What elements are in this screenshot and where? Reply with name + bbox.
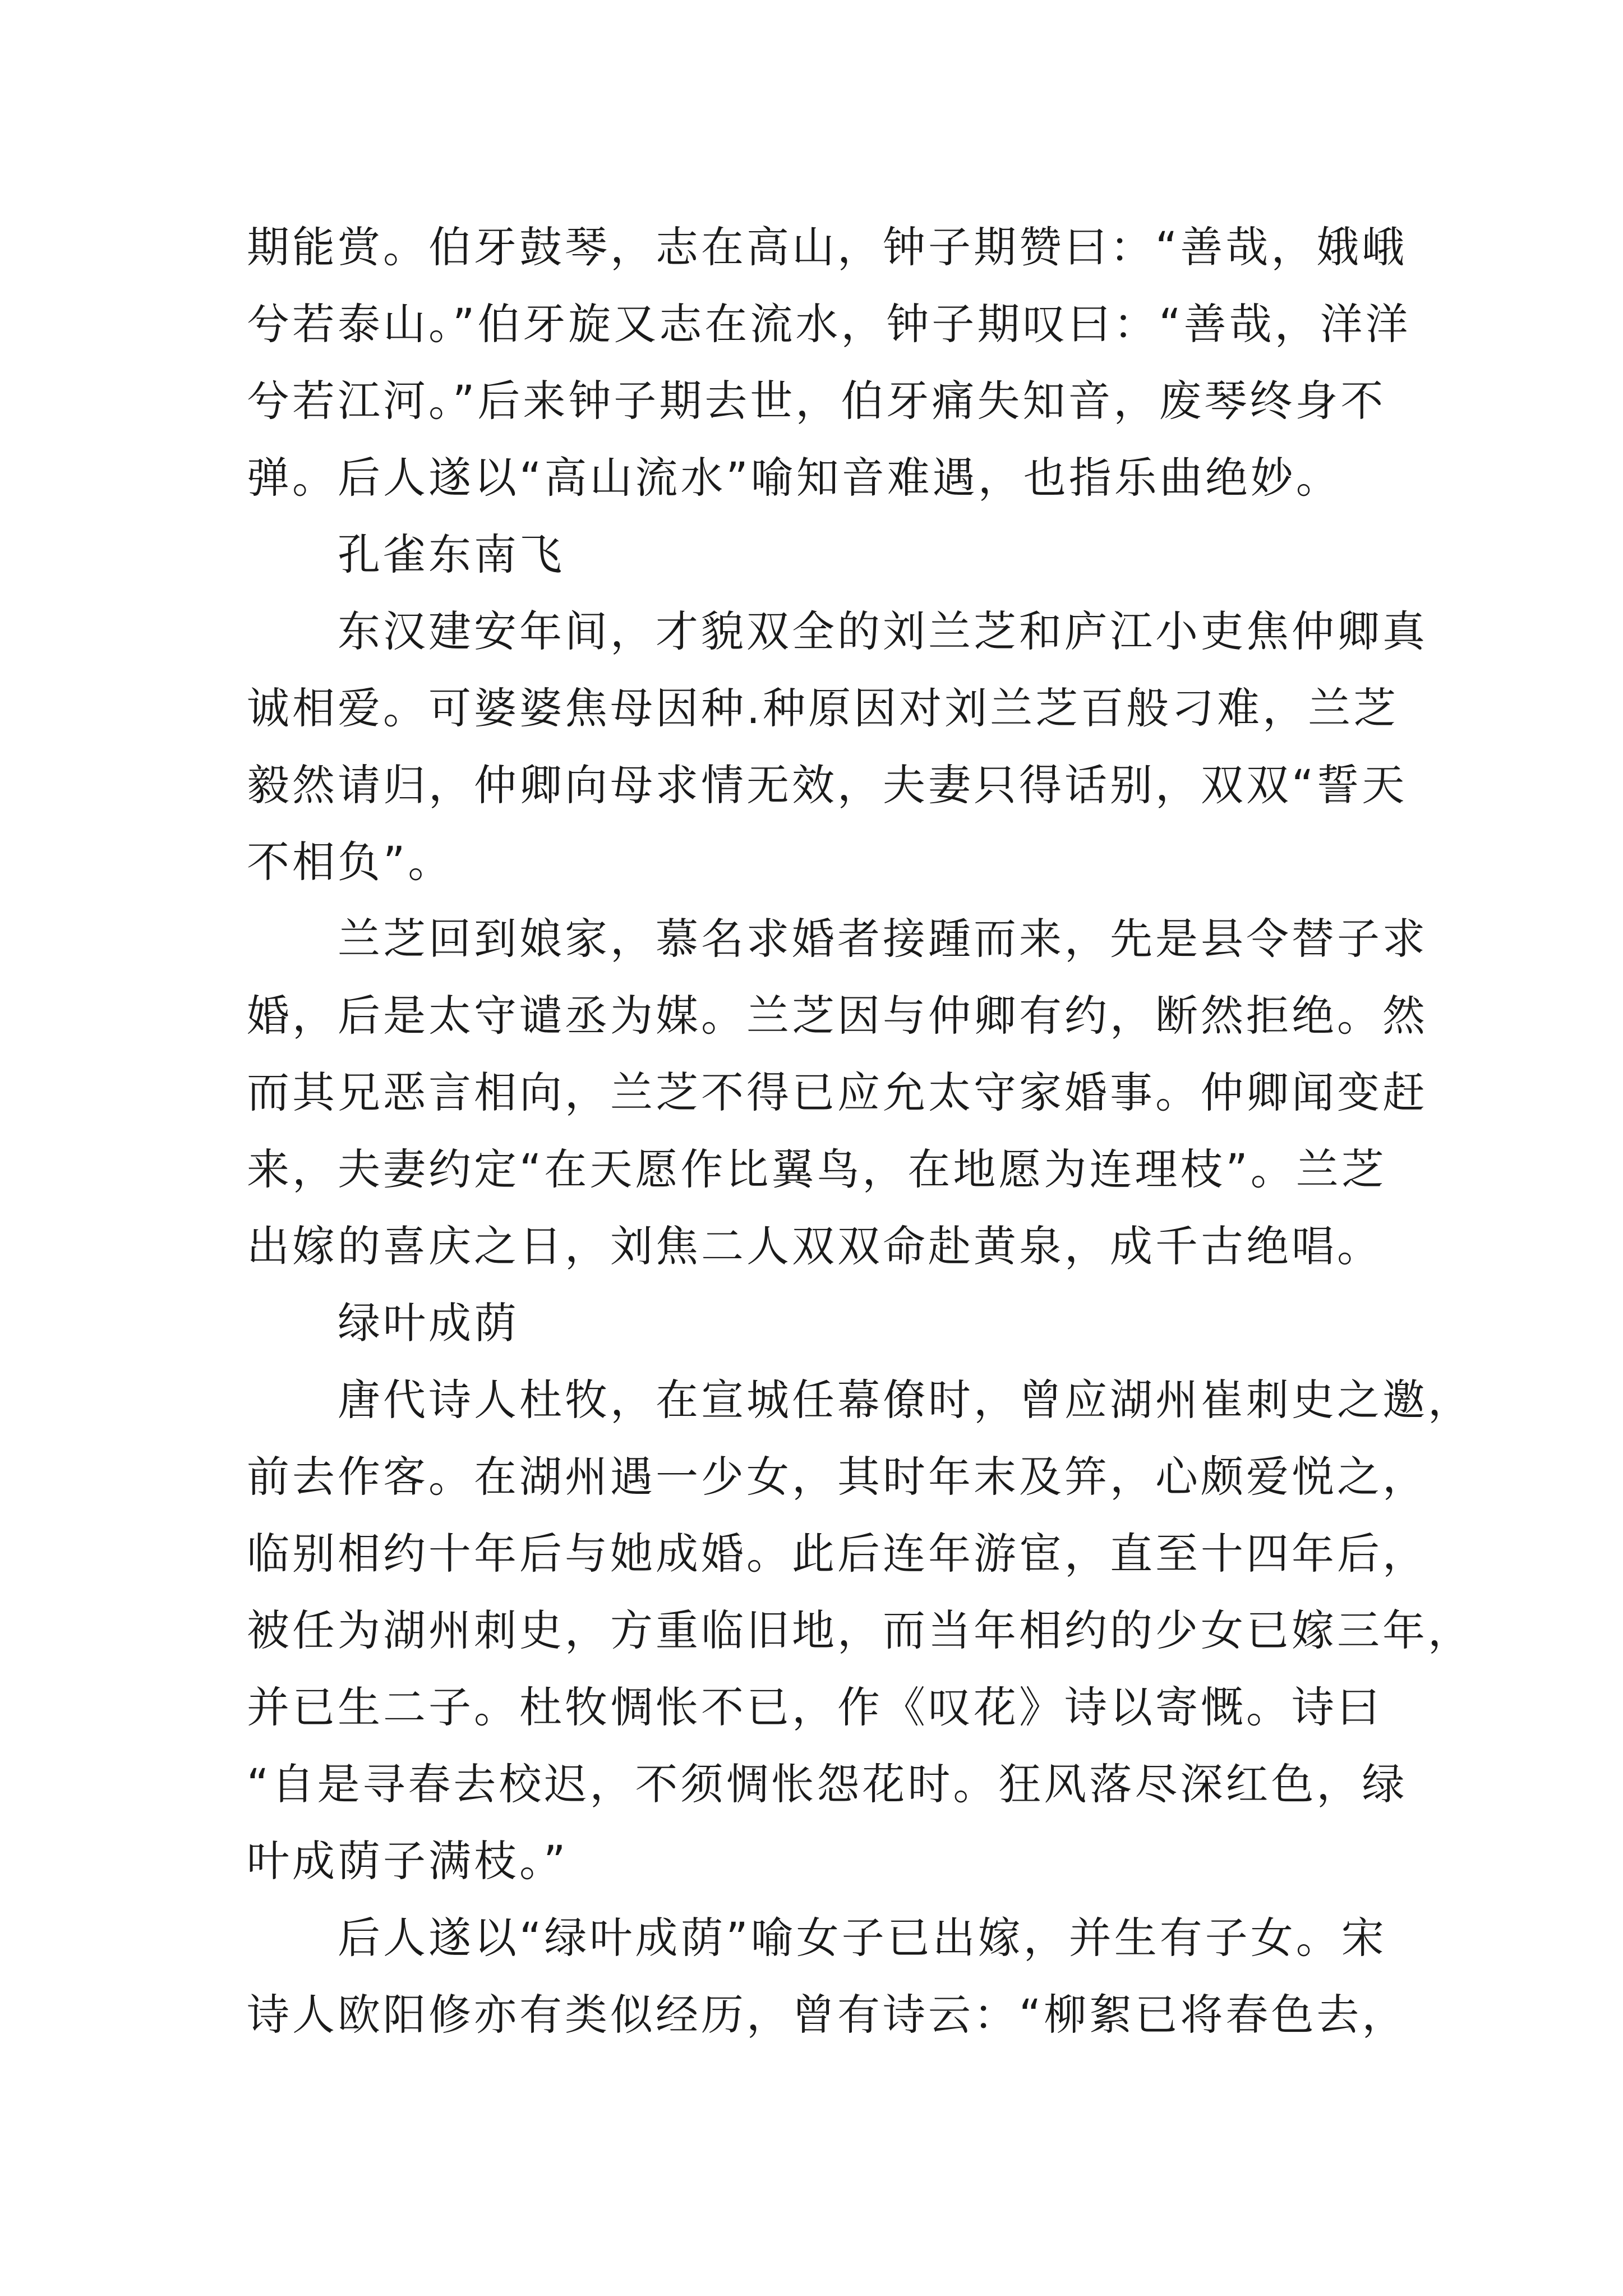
paragraph-gaoshan-liushui — [247, 209, 1411, 516]
text-line: 而其兄恶言相向，兰芝不得已应允太守家婚事。仲卿闻变赶 — [247, 1068, 1428, 1117]
text-line: 东汉建安年间，才貌双全的刘兰芝和庐江小吏焦仲卿真 — [338, 606, 1428, 656]
text-line: 婚，后是太守谴丞为媒。兰芝因与仲卿有约，断然拒绝。然 — [247, 991, 1428, 1041]
section-heading-kongque — [247, 516, 1402, 593]
paragraph-kongque-1 — [247, 593, 1428, 900]
text-line: 并已生二子。杜牧惆怅不已，作《叹花》诗以寄慨。诗曰 — [247, 1682, 1382, 1732]
text-line: “自是寻春去校迟，不须惆怅怨花时。狂风落尽深红色，绿 — [247, 1759, 1408, 1809]
text-line: 叶成荫子满枝。” — [247, 1836, 569, 1886]
text-line: 期能赏。伯牙鼓琴，志在高山，钟子期赞曰：“善哉，娥峨 — [247, 222, 1408, 272]
paragraph-lvye-2 — [247, 1899, 1408, 2053]
text-line: 兮若江河。”后来钟子期去世，伯牙痛失知音，废琴终身不 — [247, 376, 1386, 426]
text-line: 被任为湖州刺史，方重临旧地，而当年相约的少女已嫁三年， — [247, 1605, 1473, 1655]
paragraph-kongque-2 — [247, 900, 1428, 1285]
text-line: 毅然请归，仲卿向母求情无效，夫妻只得话别，双双“誓天 — [247, 760, 1408, 810]
heading-text: 绿叶成荫 — [338, 1298, 519, 1348]
text-line: 兰芝回到娘家，慕名求婚者接踵而来，先是县令替子求 — [338, 914, 1428, 964]
text-line: 兮若泰山。”伯牙旋又志在流水，钟子期叹曰：“善哉，洋洋 — [247, 299, 1411, 349]
text-line: 弹。后人遂以“高山流水”喻知音难遇，也指乐曲绝妙。 — [247, 453, 1341, 503]
body-text — [247, 209, 1473, 2053]
text-line: 不相负”。 — [247, 837, 454, 887]
text-line: 唐代诗人杜牧，在宣城任幕僚时，曾应湖州崔刺史之邀， — [338, 1375, 1473, 1425]
text-line: 临别相约十年后与她成婚。此后连年游宦，直至十四年后， — [247, 1529, 1428, 1579]
heading-text: 孔雀东南飞 — [338, 530, 565, 579]
text-line: 来，夫妻约定“在天愿作比翼鸟，在地愿为连理枝”。兰芝 — [247, 1144, 1387, 1194]
text-line: 诚相爱。可婆婆焦母因种.种原因对刘兰芝百般刁难，兰芝 — [247, 683, 1399, 733]
text-line: 出嫁的喜庆之日，刘焦二人双双命赴黄泉，成千古绝唱。 — [247, 1221, 1382, 1271]
text-line: 诗人欧阳修亦有类似经历，曾有诗云：“柳絮已将春色去， — [247, 1990, 1408, 2040]
paragraph-lvye-1 — [247, 1361, 1473, 1899]
text-line: 后人遂以“绿叶成荫”喻女子已出嫁，并生有子女。宋 — [338, 1913, 1387, 1963]
section-heading-lvye — [247, 1285, 1402, 1361]
text-line: 前去作客。在湖州遇一少女，其时年末及笄，心颇爱悦之， — [247, 1452, 1428, 1502]
